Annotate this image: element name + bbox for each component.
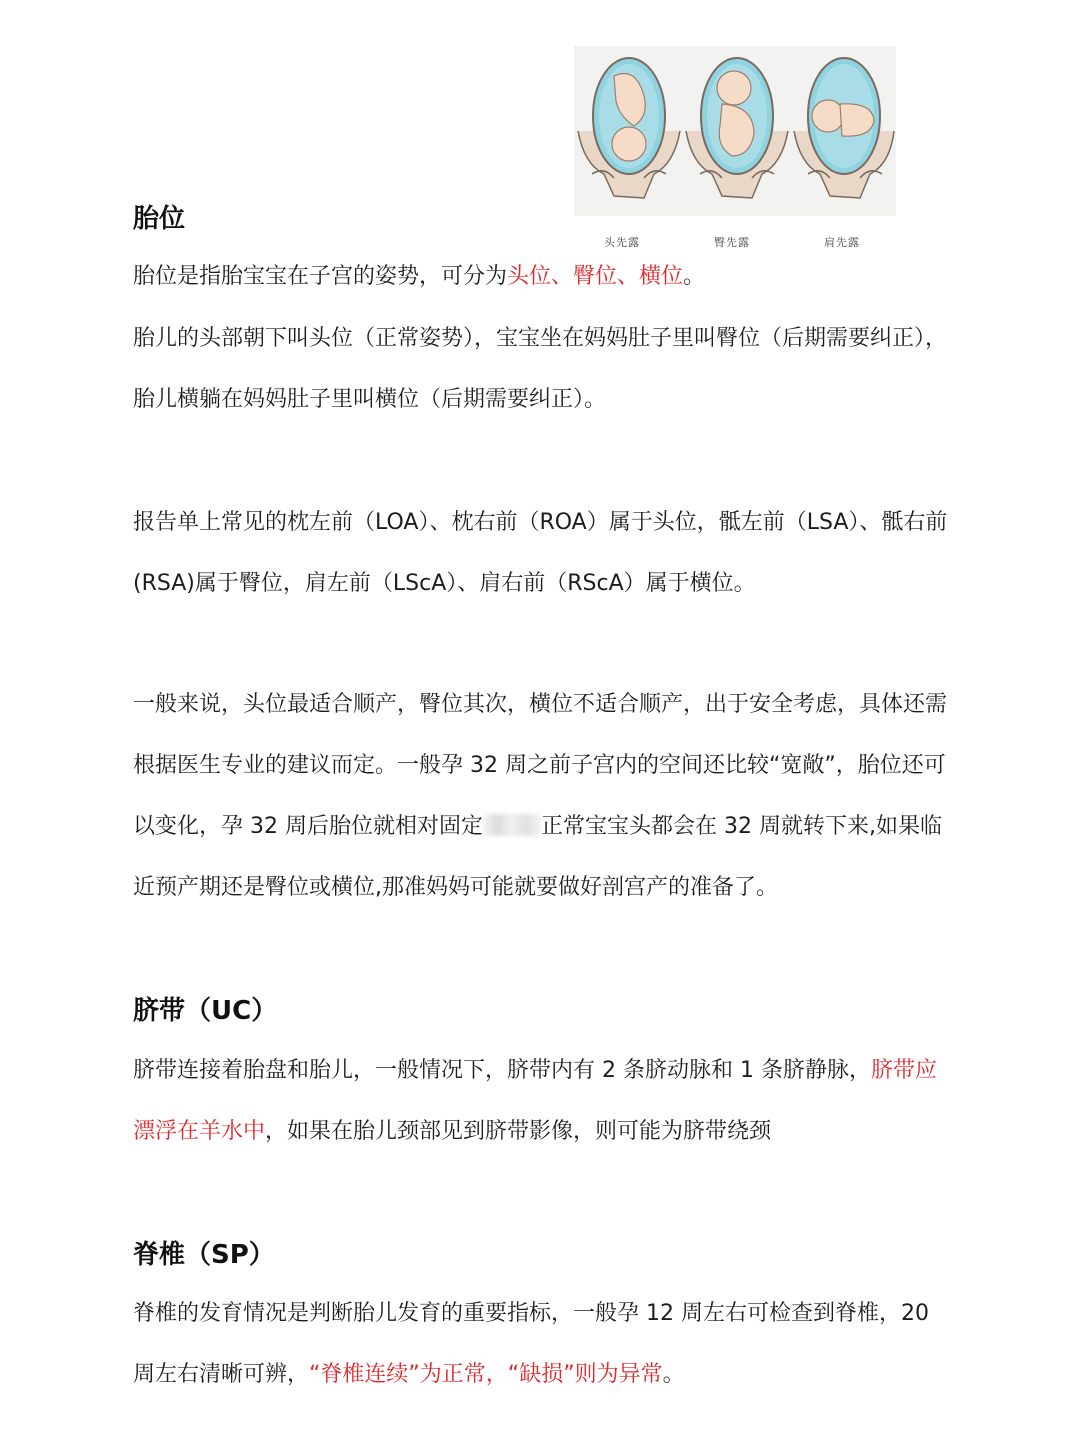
section-title-spine: 脊椎（SP）	[133, 1240, 275, 1270]
fetal-presentation-drawing	[574, 46, 896, 216]
definition-highlight: 头位、臀位、横位	[507, 264, 684, 289]
umbilical-cord-description	[133, 1040, 953, 1162]
cord-highlight: 脐带应漂浮在羊水中	[133, 1058, 937, 1144]
breech-presentation-figure	[686, 58, 788, 198]
caption-breech-presentation: 臀先露	[714, 236, 750, 249]
spine-highlight: “脊椎连续”为正常，“缺损”则为异常	[309, 1362, 663, 1387]
spine-description	[133, 1283, 953, 1405]
delivery-advice-text-a: 一般来说，头位最适合顺产，臀位其次，横位不适合顺产，出于安全考虑，具体还需根据医生专业的建议而定。一般孕 32 周之前子宫内的空间还比较“宽敞”，胎位还可以变化，孕 32 周后胎位就相对固定	[133, 692, 948, 839]
blurred-text-region	[483, 814, 541, 836]
fetal-position-description: 胎儿的头部朝下叫头位（正常姿势），宝宝坐在妈妈肚子里叫臀位（后期需要纠正），胎儿横躺在妈妈肚子里叫横位（后期需要纠正）。	[133, 326, 948, 412]
transverse-presentation-figure	[794, 58, 894, 198]
section-title-fetal-position: 胎位	[133, 204, 186, 234]
spine-text-a: 脊椎的发育情况是判断胎儿发育的重要指标，一般孕 12 周左右可检查到脊椎，20 周左右清晰可辨，	[133, 1301, 929, 1387]
head-presentation-figure	[578, 58, 680, 198]
cord-text-a: 脐带连接着胎盘和胎儿，一般情况下，脐带内有 2 条脐动脉和 1 条脐静脉，	[133, 1058, 871, 1083]
spine-text-b: 。	[662, 1362, 685, 1387]
fetal-position-definition	[133, 246, 953, 307]
delivery-advice	[133, 674, 953, 918]
delivery-advice-text-b: 正常宝宝头都会在 32 周就转下来,如果临近预产期还是臀位或横位,那准妈妈可能就要做好剖宫产的准备了。	[133, 814, 942, 900]
report-position-codes: 报告单上常见的枕左前（LOA）、枕右前（ROA）属于头位，骶左前（LSA）、骶右前(RSA)属于臀位，肩左前（LScA）、肩右前（RScA）属于横位。	[133, 510, 948, 596]
fetal-presentation-illustration	[574, 46, 896, 249]
definition-end: 。	[683, 264, 706, 289]
cord-text-b: ，如果在胎儿颈部见到脐带影像，则可能为脐带绕颈	[265, 1119, 772, 1144]
section-title-umbilical-cord: 脐带（UC）	[133, 996, 278, 1026]
caption-head-presentation: 头先露	[604, 236, 640, 249]
definition-text: 胎位是指胎宝宝在子宫的姿势，可分为	[133, 264, 508, 289]
caption-shoulder-presentation: 肩先露	[824, 236, 860, 249]
